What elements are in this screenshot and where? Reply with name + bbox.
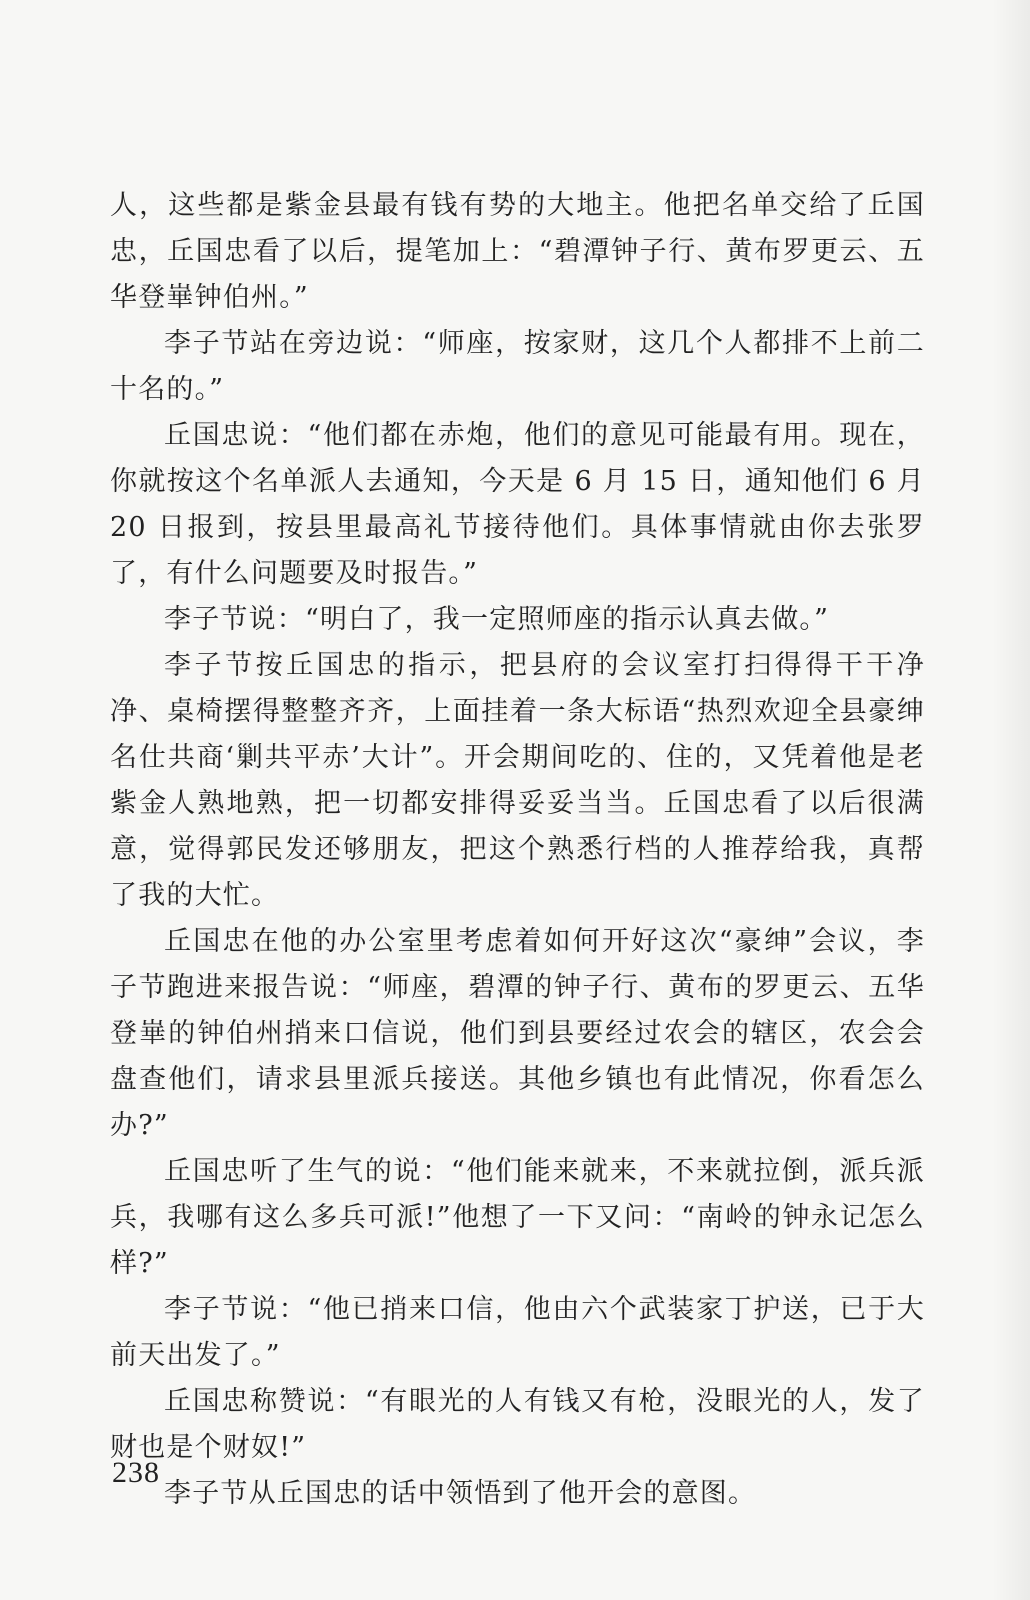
- paragraph-3: 丘国忠说：“他们都在赤炮，他们的意见可能最有用。现在，你就按这个名单派人去通知，今天是 6 月 15 日，通知他们 6 月 20 日报到，按县里最高礼节接待他们。具体事情就由你去张罗了，有什么问题要及时报告。”: [110, 420, 925, 589]
- paragraph-4: 李子节说：“明白了，我一定照师座的指示认真去做。”: [164, 604, 830, 635]
- page-edge-shadow: [992, 0, 1030, 1600]
- paragraph-6: 丘国忠在他的办公室里考虑着如何开好这次“豪绅”会议，李子节跑进来报告说：“师座，碧潭的钟子行、黄布的罗更云、五华登崋的钟伯州捎来口信说，他们到县要经过农会的辖区，农会会盘查他们，请求县里派兵接送。其他乡镇也有此情况，你看怎么办?”: [110, 926, 925, 1141]
- paragraph-10: 李子节从丘国忠的话中领悟到了他开会的意图。: [164, 1478, 757, 1509]
- paragraph-5: 李子节按丘国忠的指示，把县府的会议室打扫得得干干净净、桌椅摆得整整齐齐，上面挂着一条大标语“热烈欢迎全县豪绅名仕共商‘剿共平赤’大计”。开会期间吃的、住的，又凭着他是老紫金人熟地熟，把一切都安排得妥妥当当。丘国忠看了以后很满意，觉得郭民发还够朋友，把这个熟悉行档的人推荐给我，真帮了我的大忙。: [110, 650, 925, 911]
- paragraph-2: 李子节站在旁边说：“师座，按家财，这几个人都排不上前二十名的。”: [110, 328, 925, 405]
- paragraph-9: 丘国忠称赞说：“有眼光的人有钱又有枪，没眼光的人，发了财也是个财奴!”: [110, 1386, 925, 1463]
- paragraph-8: 李子节说：“他已捎来口信，他由六个武装家丁护送，已于大前天出发了。”: [110, 1294, 925, 1371]
- body-text: [110, 183, 925, 1517]
- paragraph-1: 人，这些都是紫金县最有钱有势的大地主。他把名单交给了丘国忠，丘国忠看了以后，提笔加上：“碧潭钟子行、黄布罗更云、五华登崋钟伯州。”: [110, 190, 925, 313]
- paragraph-7: 丘国忠听了生气的说：“他们能来就来，不来就拉倒，派兵派兵，我哪有这么多兵可派!”他想了一下又问：“南岭的钟永记怎么样?”: [110, 1156, 925, 1279]
- page-number: 238: [112, 1456, 160, 1489]
